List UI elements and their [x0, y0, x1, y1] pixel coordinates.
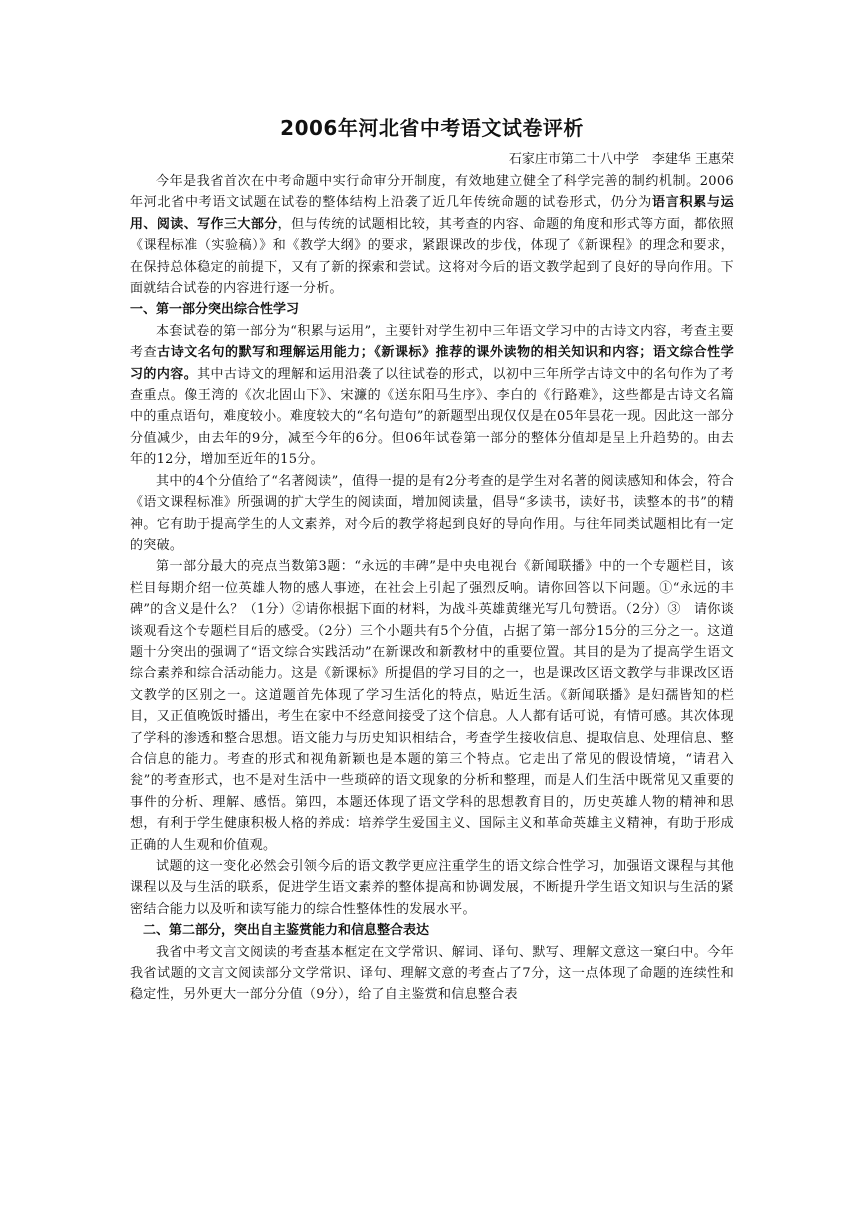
- intro-text-a: 今年是我省首次在中考命题中实行命审分开制度，有效地建立健全了科学完善的制约机制。2006年河北省中考语文试题在试卷的整体结构上沿袭了近几年传统命题的试卷形式，仍分为: [130, 174, 734, 211]
- section1-heading: 一、第一部分突出综合性学习: [130, 302, 300, 318]
- document-body: [130, 112, 734, 1006]
- author-line: 石家庄市第二十八中学 李建华 王惠荣: [508, 152, 734, 167]
- intro-paragraph: [130, 171, 734, 299]
- section1-p1-text-c: 其中古诗文的理解和运用沿袭了以往试卷的形式，以初中三年所学古诗文中的名句作为了考查重点。像王湾的《次北固山下》、宋濂的《送东阳马生序》、李白的《行路难》，这些都是古诗文名篇中的重点语句，难度较小。难度较大的“名句造句”的新题型出现仅仅是在05年昙花一现。因此这一部分分值减少，由去年的9分，减至今年的6分。但06年试卷第一部分的整体分值却是呈上升趋势的。由去年的12分，增加至近年的15分。: [130, 366, 734, 468]
- section1-paragraph-3: 第一部分最大的亮点当数第3题：“永远的丰碑”是中央电视台《新闻联播》中的一个专题栏目，该栏目每期介绍一位英雄人物的感人事迹，在社会上引起了强烈反响。请你回答以下问题。①“永远的丰碑”的含义是什么？（1分）②请你根据下面的材料，为战斗英雄黄继光写几句赞语。（2分）③ 请你谈谈观看这个专题栏目后的感受。（2分）三个小题共有5个分值，占据了第一部分15分的三分之一。这道题十分突出的强调了“语文综合实践活动”在新课改和新教材中的重要位置。其目的是为了提高学生语文综合素养和综合活动能力。这是《新课标》所提倡的学习目的之一，也是课改区语文教学与非课改区语文教学的区别之一。这道题首先体现了学习生活化的特点，贴近生活。《新闻联播》是妇孺皆知的栏目，又正值晚饭时播出，考生在家中不经意间接受了这个信息。人人都有话可说，有情可感。其次体现了学科的渗透和整合思想。语文能力与历史知识相结合，考查学生接收信息、提取信息、处理信息、整合信息的能力。考查的形式和视角新颖也是本题的第三个特点。它走出了常见的假设情境，“请君入瓮”的考查形式，也不是对生活中一些琐碎的语文现象的分析和整理，而是人们生活中既常见又重要的事件的分析、理解、感悟。第四，本题还体现了语文学科的思想教育目的，历史英雄人物的精神和思想，有利于学生健康积极人格的养成：培养学生爱国主义、国际主义和革命英雄主义精神，有助于形成正确的人生观和价值观。: [130, 559, 734, 853]
- intro-bold: 语言积累与运用、阅读、写作三大部分: [130, 195, 734, 232]
- document-title: 2006年河北省中考语文试卷评析: [280, 116, 584, 140]
- intro-text-c: ，但与传统的试题相比较，其考查的内容、命题的角度和形式等方面，都依照《课程标准（实验稿）》和《教学大纲》的要求，紧跟课改的步伐，体现了《新课程》的理念和要求，在保持总体稳定的前提下，又有了新的探索和尝试。这将对今后的语文教学起到了良好的导向作用。下面就结合试卷的内容进行逐一分析。: [130, 216, 734, 297]
- section2-paragraph-1: 我省中考文言文阅读的考查基本框定在文学常识、解词、译句、默写、理解文意这一窠臼中。今年我省试题的文言文阅读部分文学常识、译句、理解文意的考查占了7分，这一点体现了命题的连续性和稳定性，另外更大一部分分值（9分），给了自主鉴赏和信息整合表: [130, 944, 734, 1003]
- section1-paragraph-2: 其中的4个分值给了“名著阅读”，值得一提的是有2分考查的是学生对名著的阅读感知和体会，符合《语文课程标准》所强调的扩大学生的阅读面，增加阅读量，倡导“多读书，读好书，读整本的书”的精神。它有助于提高学生的人文素养，对今后的教学将起到良好的导向作用。与往年同类试题相比有一定的突破。: [130, 473, 734, 553]
- section1-p1-bold: 古诗文名句的默写和理解运用能力；《新课标》推荐的课外读物的相关知识和内容；语文综合性学习的内容。: [130, 345, 734, 382]
- section1-p1-text-a: 本套试卷的第一部分为“积累与运用”，主要针对学生初中三年语文学习中的古诗文内容，考查主要考查: [130, 323, 734, 361]
- section2-heading: 二、第二部分，突出自主鉴赏能力和信息整合表达: [143, 923, 430, 939]
- section1-paragraph-4: 试题的这一变化必然会引领今后的语文教学更应注重学生的语文综合性学习，加强语文课程与其他课程以及与生活的联系，促进学生语文素养的整体提高和协调发展，不断提升学生语文知识与生活的紧密结合能力以及听和读写能力的综合性整体性的发展水平。: [130, 859, 734, 917]
- section1-paragraph-1: [130, 321, 734, 471]
